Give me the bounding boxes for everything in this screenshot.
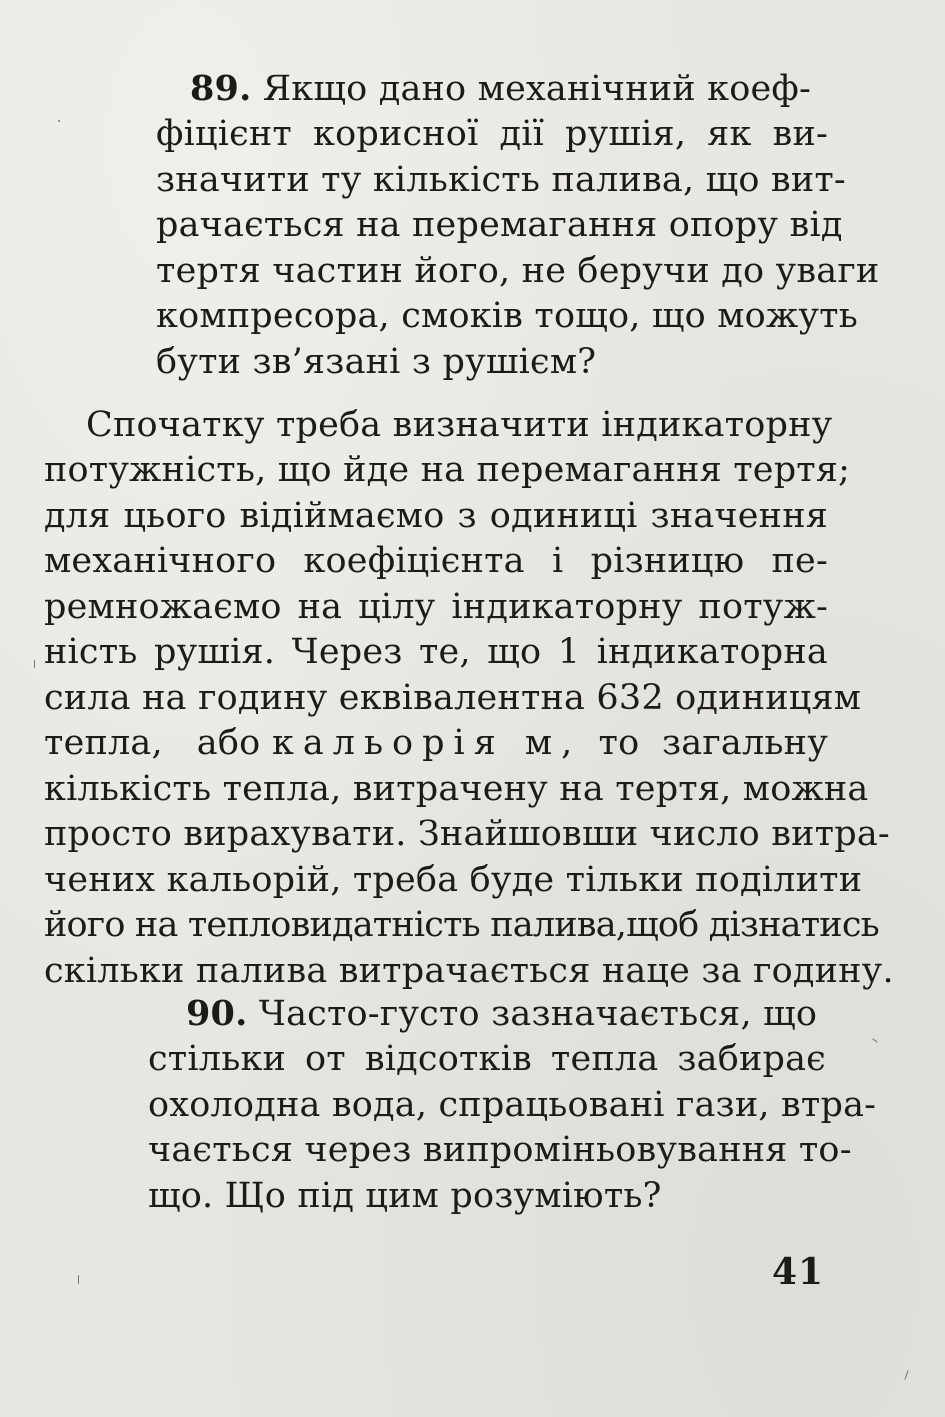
question-89-line-5: тертя частин його, не беручи до уваги	[156, 251, 880, 291]
emphasized-word-kaloriyam: кальорія м,	[272, 723, 582, 763]
question-90-line-2: стільки от відсотків тепла забирає	[148, 1039, 826, 1079]
paper-speck	[904, 1370, 908, 1380]
question-89-line-1	[190, 67, 828, 111]
question-90-number: 90.	[186, 993, 248, 1034]
paper-speck	[78, 1275, 79, 1284]
answer-89-line-4: механічного коефіцієнта і різницю пе-	[44, 541, 828, 581]
answer-89-line-10: просто вирахувати. Знайшовши число витра-	[44, 814, 890, 854]
question-89-line-6: компресора, смоків тощо, що можуть	[156, 296, 858, 336]
answer-89-line-7: сила на годину еквівалентна 632 одиницям	[44, 678, 862, 718]
question-90-line-5: що. Що під цим розуміють?	[148, 1176, 662, 1216]
answer-89-line-8-start: тепла, або	[44, 723, 261, 763]
question-89-line-2: фіцієнт корисної дії рушія, як ви-	[156, 114, 828, 154]
question-89-line-3: значити ту кількість палива, що вит-	[156, 160, 846, 200]
paper-speck	[58, 120, 60, 122]
answer-89-line-12: його на тепловидатність палива,щоб дізнатись	[44, 905, 879, 945]
question-89-line-4: рачається на перемагання опору від	[156, 205, 843, 245]
paper-speck	[872, 1038, 877, 1042]
answer-89-line-11: чених кальорій, треба буде тільки поділити	[44, 860, 863, 900]
answer-89-line-8-end: то загальну	[598, 723, 828, 763]
answer-89-line-3: для цього відіймаємо з одиниці значення	[44, 496, 828, 536]
question-90-line-4: чається через випроміньовування то-	[148, 1130, 852, 1170]
answer-89-line-9: кількість тепла, витрачену на тертя, можна	[44, 769, 869, 809]
question-89-number: 89.	[190, 68, 252, 109]
question-90-text-1: Часто-густо зазначається, що	[258, 994, 818, 1034]
answer-89-line-1: Спочатку треба визначити індикаторну	[86, 405, 833, 445]
answer-89-line-2: потужність, що йде на перемагання тертя;	[44, 450, 851, 490]
answer-89-line-6: ність рушія. Через те, що 1 індикаторна	[44, 632, 828, 672]
answer-89-line-13: скільки палива витрачається наце за годину.	[44, 951, 894, 991]
answer-89-line-5: ремножаємо на цілу індикаторну потуж-	[44, 587, 828, 627]
question-89-line-7: бути зв’язані з рушієм?	[156, 342, 597, 382]
paper-speck	[34, 660, 35, 668]
question-90-line-1	[186, 992, 826, 1036]
page-number: 41	[772, 1251, 825, 1293]
question-90-line-3: охолодна вода, спрацьовані гази, втра-	[148, 1085, 877, 1125]
question-89-text-1: Якщо дано механічний коеф-	[262, 69, 812, 109]
